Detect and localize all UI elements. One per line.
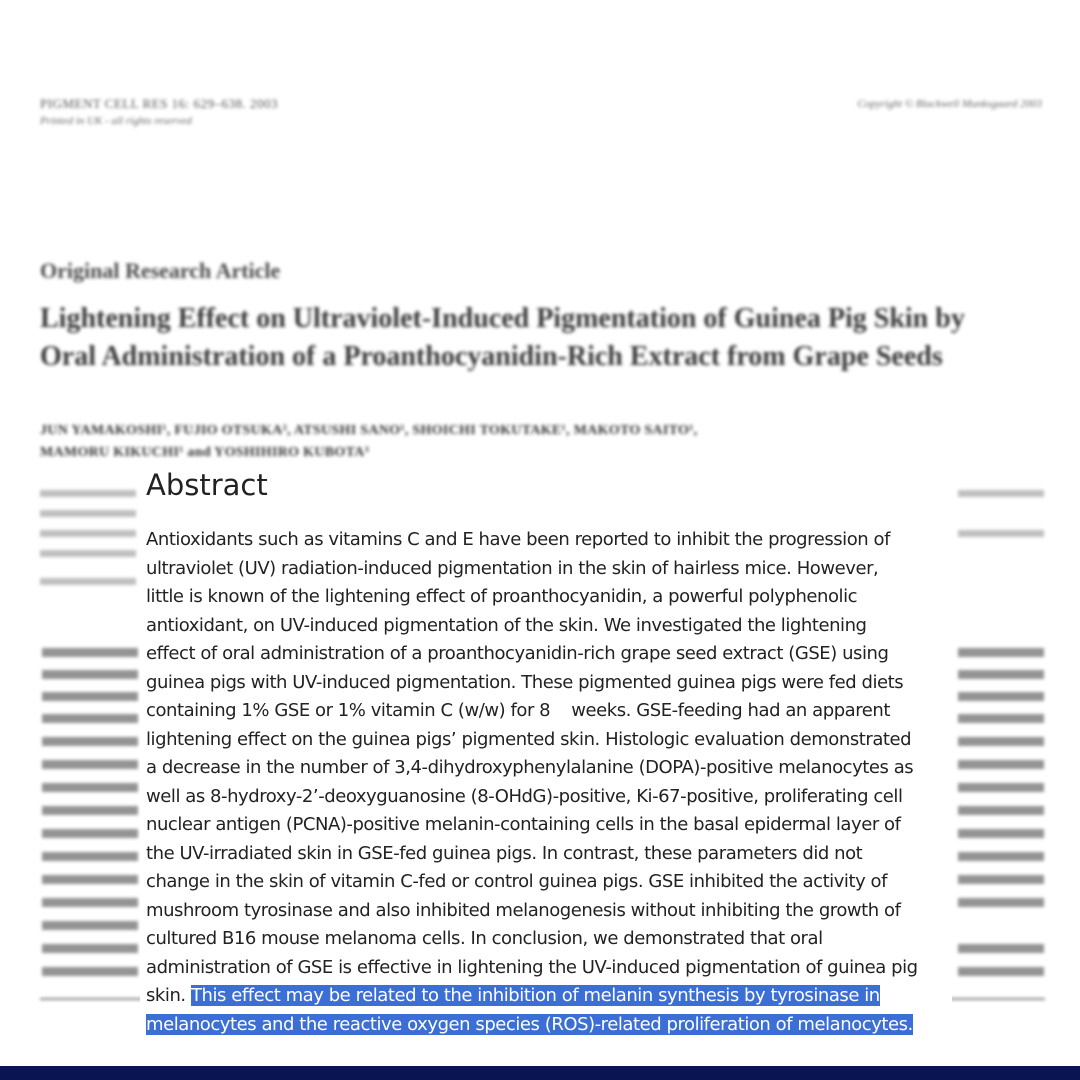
journal-citation: PIGMENT CELL RES 16: 629–638. 2003 [40, 96, 279, 111]
author-list [40, 420, 980, 464]
abstract-line: change in the skin of vitamin C-fed or control guinea pigs. GSE inhibited the activity of [146, 871, 888, 892]
author-line: MAMORU KIKUCHI¹ and YOSHIHIRO KUBOTA³ [40, 445, 370, 460]
abstract-line: Antioxidants such as vitamins C and E have been reported to inhibit the progression of [146, 529, 890, 550]
abstract-line: antioxidant, on UV-induced pigmentation of the skin. We investigated the lightening [146, 614, 867, 636]
abstract-text[interactable] [146, 526, 946, 1039]
abstract-line: the UV-irradiated skin in GSE-fed guinea pigs. In contrast, these parameters did not [146, 842, 863, 864]
body-text-line [42, 760, 138, 769]
affiliation-text-line [40, 510, 136, 517]
body-text-line [42, 714, 138, 723]
body-text-line [958, 760, 1044, 769]
affiliation-text-line [40, 490, 136, 497]
body-text-line [42, 692, 138, 701]
abstract-line: administration of GSE is effective in lightening the UV-induced pigmentation of guinea pig [146, 956, 918, 978]
body-text-line [958, 944, 1044, 953]
body-text-line [958, 692, 1044, 701]
body-text-line [958, 806, 1044, 815]
abstract-line: containing 1% GSE or 1% vitamin C (w/w) for 8 weeks. GSE-feeding had an apparent [146, 700, 890, 721]
abstract-line: well as 8-hydroxy-2’-deoxyguanosine (8-OHdG)-positive, Ki-67-positive, proliferating cell [146, 785, 903, 807]
abstract-line: guinea pigs with UV-induced pigmentation. These pigmented guinea pigs were fed diets [146, 671, 904, 693]
body-text-line [958, 829, 1044, 838]
body-text-line [958, 967, 1044, 976]
abstract-line: ultraviolet (UV) radiation-induced pigmentation in the skin of hairless mice. However, [146, 557, 879, 579]
body-text-line [42, 648, 138, 657]
body-text-line [42, 875, 138, 884]
body-text-line [958, 670, 1044, 679]
abstract-line [146, 1011, 946, 1040]
abstract-line: cultured B16 mouse melanoma cells. In conclusion, we demonstrated that oral [146, 928, 823, 949]
body-text-line [958, 783, 1044, 792]
abstract-line: nuclear antigen (PCNA)-positive melanin-containing cells in the basal epidermal layer of [146, 814, 901, 835]
affiliation-text-line [958, 490, 1044, 497]
body-text-line [42, 898, 138, 907]
body-text-line [42, 921, 138, 930]
copyright-note: Copyright © Blackwell Munksgaard 2003 [857, 98, 1042, 110]
article-title-line: Oral Administration of a Proanthocyanidin-Rich Extract from Grape Seeds [40, 341, 943, 372]
body-text-line [42, 967, 138, 976]
highlighted-selection[interactable]: melanocytes and the reactive oxygen species (ROS)-related proliferation of melanocytes. [146, 1013, 913, 1035]
affiliation-text-line [40, 530, 136, 537]
body-text-line [42, 806, 138, 815]
abstract-line-plain: skin. [146, 985, 191, 1006]
affiliation-text-line [40, 578, 136, 585]
bottom-bar [0, 1066, 1080, 1080]
abstract-line [146, 982, 946, 1011]
body-text-line [42, 852, 138, 861]
body-text-line [42, 944, 138, 953]
article-title-line: Lightening Effect on Ultraviolet-Induced Pigmentation of Guinea Pig Skin by [40, 303, 965, 334]
body-text-line [958, 714, 1044, 723]
body-text-line [42, 670, 138, 679]
abstract-line: effect of oral administration of a proanthocyanidin-rich grape seed extract (GSE) using [146, 643, 889, 664]
abstract-heading: Abstract [146, 468, 268, 502]
body-text-line [42, 829, 138, 838]
body-text-line [42, 783, 138, 792]
body-text-line [958, 648, 1044, 657]
abstract-line: lightening effect on the guinea pigs’ pigmented skin. Histologic evaluation demonstrated [146, 728, 912, 750]
article-type: Original Research Article [40, 258, 281, 283]
body-text-line [958, 737, 1044, 746]
body-text-line [958, 852, 1044, 861]
affiliation-text-line [958, 530, 1044, 537]
body-text-line [958, 898, 1044, 907]
highlighted-selection[interactable]: This effect may be related to the inhibition of melanin synthesis by tyrosinase in [190, 985, 880, 1006]
author-line: JUN YAMAKOSHI¹, FUJIO OTSUKA², ATSUSHI SANO¹, SHOICHI TOKUTAKE¹, MAKOTO SAITO¹, [40, 423, 698, 438]
abstract-line: little is known of the lightening effect of proanthocyanidin, a powerful polyphenolic [146, 586, 858, 607]
article-title [40, 300, 1050, 376]
abstract-panel [140, 462, 952, 1044]
abstract-line: a decrease in the number of 3,4-dihydroxyphenylalanine (DOPA)-positive melanocytes as [146, 757, 914, 778]
affiliation-text-line [40, 550, 136, 557]
body-text-line [42, 737, 138, 746]
abstract-line: mushroom tyrosinase and also inhibited melanogenesis without inhibiting the growth of [146, 899, 901, 921]
printed-note: Printed in UK - all rights reserved [40, 115, 192, 127]
body-text-line [958, 875, 1044, 884]
